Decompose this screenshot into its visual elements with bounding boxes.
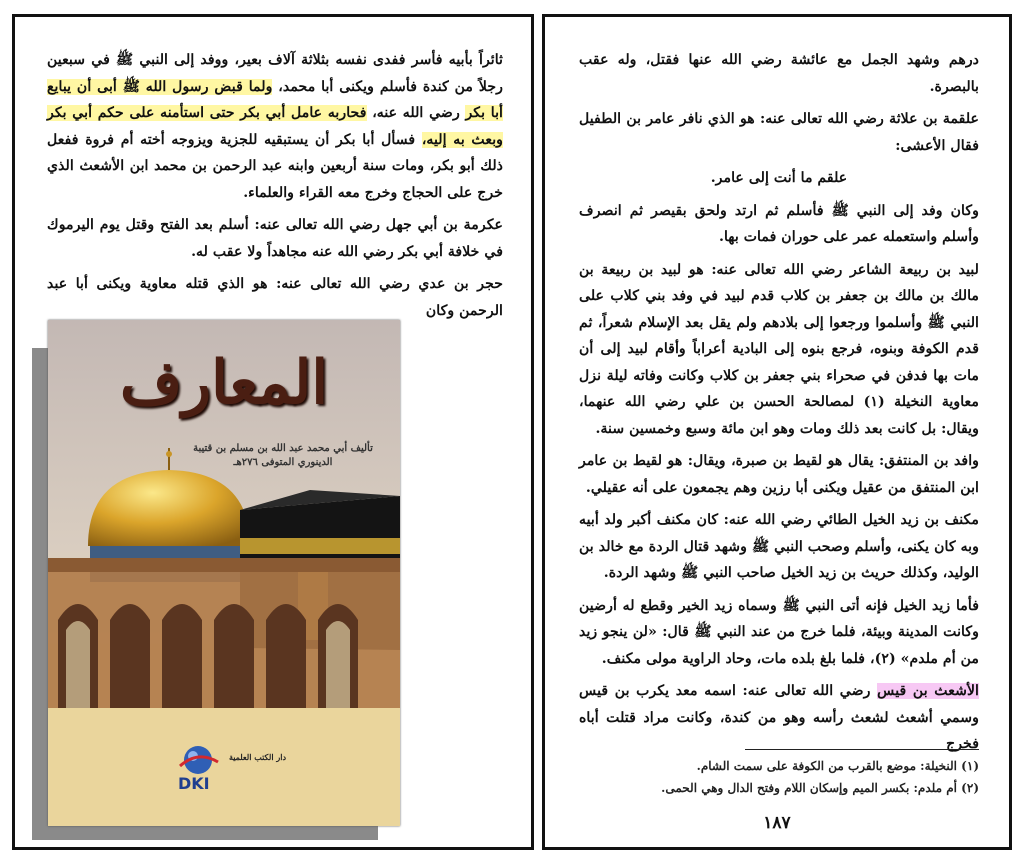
- kiswah-band: [240, 538, 400, 554]
- text-segment: هو الذي نافر عامر بن الطفيل فقال الأعشى:: [579, 111, 979, 154]
- text-segment: فسأل أبا بكر أن يستبقيه للجزية ويزوجه أخته أم فروة ففعل ذلك أبو بكر، ومات سنة أربعين وابنه عبد الرحمن بن محمد ابن الأشعث الذي خرج على الحجاج وخرج معه القراء والعلماء.: [47, 131, 503, 201]
- entry-heading: عكرمة بن أبي جهل رضي الله تعالى عنه:: [248, 217, 503, 233]
- cover-author: تأليف أبي محمد عبد الله بن مسلم بن قتيبة الدينوري المتوفى ٢٧٦هـ: [193, 443, 373, 468]
- highlighted-text: فحاربه عامل أبي بكر حتى استأمنه على حكم أبي بكر وبعث به إليه،: [47, 105, 503, 148]
- entry-heading: مكنف بن زيد الخيل الطائي رضي الله عنه:: [718, 512, 979, 528]
- paragraph: [579, 507, 979, 587]
- text-segment: فأما زيد الخيل فإنه أتى النبي ﷺ وسماه زيد الخير وقطع له أرضين وكانت المدينة وبيئة، فلما خرج من عند النبي ﷺ قال: «لن ينجو زيد من أم ملدم» (٢)، فلما بلغ بلده مات، وحاد الراوية مولى مكنف.: [579, 597, 979, 667]
- paragraph: [579, 106, 979, 159]
- paragraph: [579, 198, 979, 251]
- text-segment: اسمه معد يكرب بن قيس وسمي أشعث لشعث رأسه وهو من كندة، وكانت مراد قتلت أباه فخرج: [579, 683, 979, 752]
- footnote-1: (١) النخيلة: موضع بالقرب من الكوفة على سمت الشام.: [696, 759, 979, 773]
- paragraph: [579, 593, 979, 673]
- entry-heading: وافد بن المنتفق:: [873, 453, 979, 469]
- paragraph: [579, 165, 979, 192]
- highlighted-heading: الأشعث بن قيس: [877, 683, 979, 699]
- paragraph: [47, 47, 503, 206]
- cover-title: المعارف: [119, 348, 329, 418]
- dki-logo: DKI: [178, 774, 210, 793]
- publisher-logo: [178, 744, 288, 804]
- footnote-2: (٢) أم ملدم: بكسر الميم وإسكان اللام وفتح الدال وهي الحمى.: [661, 781, 979, 795]
- entry-heading: لبيد بن ربيعة الشاعر رضي الله تعالى عنه:: [703, 261, 979, 278]
- paragraph: [579, 678, 979, 758]
- text-segment: هو الذي قتله معاوية ويكنى أبا عبد الرحمن وكان: [47, 276, 503, 319]
- paragraph: [47, 212, 503, 265]
- text-segment: علقم ما أنت إلى عامر.: [710, 170, 848, 186]
- book-cover-image: [48, 320, 400, 826]
- paragraph: [579, 257, 979, 443]
- text-segment: هو لبيد بن ربيعة بن مالك بن مالك بن جعفر بن كلاب قدم لبيد في وفد بني كلاب على النبي ﷺ وأسلموا ورجعوا إلى بلادهم ولم يقل بعد الإسلام شعراً، ثم قدم الكوفة وبنوه، فرجع بنوه إلى البادية أعراباً وأقام لبيد إلى أن مات بها فدفن في صحراء بني جعفر بن كلاب وكانت وفاته ليلة نزل معاوية النخيلة (١) لمصالحة الحسن بن علي رضي الله عنهما، ويقال: بل كانت بعد ذلك ومات وهو ابن مائة وسبع وخمسين سنة.: [579, 261, 979, 437]
- page-number: ١٨٧: [763, 813, 791, 833]
- text-segment: أسلم بعد الفتح وقتل يوم اليرموك في خلافة أبي بكر رضي الله عنه مجاهداً ولا عقب له.: [47, 217, 503, 260]
- paragraph: [579, 47, 979, 100]
- right-book-page: [542, 14, 1012, 850]
- text-segment: درهم وشهد الجمل مع عائشة رضي الله عنها فقتل، وله عقب بالبصرة.: [579, 52, 979, 95]
- entry-heading: حجر بن عدي رضي الله تعالى عنه:: [267, 276, 504, 292]
- text-segment: وكان وفد إلى النبي ﷺ فأسلم ثم ارتد ولحق بقيصر ثم انصرف وأسلم واستعمله عمر على حوران فمات بها.: [579, 202, 979, 245]
- text-segment: ثائراً بأبيه فأسر ففدى نفسه بثلاثة آلاف بعير، ووفد إلى النبي ﷺ في سبعين رجلاً من كندة فأسلم ويكنى أبا محمد،: [47, 52, 503, 95]
- footnotes: [579, 755, 979, 799]
- highlighted-text: ولما قبض رسول الله ﷺ أبى أن يبايع أبا بكر: [47, 78, 503, 121]
- text-segment: يقال هو لقيط بن صبرة، ويقال: هو لقيط بن عامر ابن المنتفق من عقيل ويكنى أبا رزين وهم يجمعون على أنه عقيلي.: [579, 453, 979, 496]
- paragraph: [47, 271, 503, 324]
- text-segment: كان مكنف أكبر ولد أبيه وبه كان يكنى، وأسلم وصحب النبي ﷺ وشهد قتال الردة مع خالد بن الوليد، وكذلك حريث بن زيد الخيل صاحب النبي ﷺ وشهد الردة.: [579, 512, 979, 581]
- entry-heading: علقمة بن علاثة رضي الله تعالى عنه:: [754, 111, 979, 127]
- publisher-name: دار الكتب العلمية: [228, 752, 286, 762]
- paragraph: [579, 448, 979, 501]
- footnote-divider: [745, 749, 979, 750]
- entry-heading: رضي الله تعالى عنه:: [735, 683, 878, 699]
- left-page-text: [47, 47, 503, 330]
- right-page-text: [579, 47, 979, 764]
- text-segment: رضي الله عنه،: [366, 105, 466, 121]
